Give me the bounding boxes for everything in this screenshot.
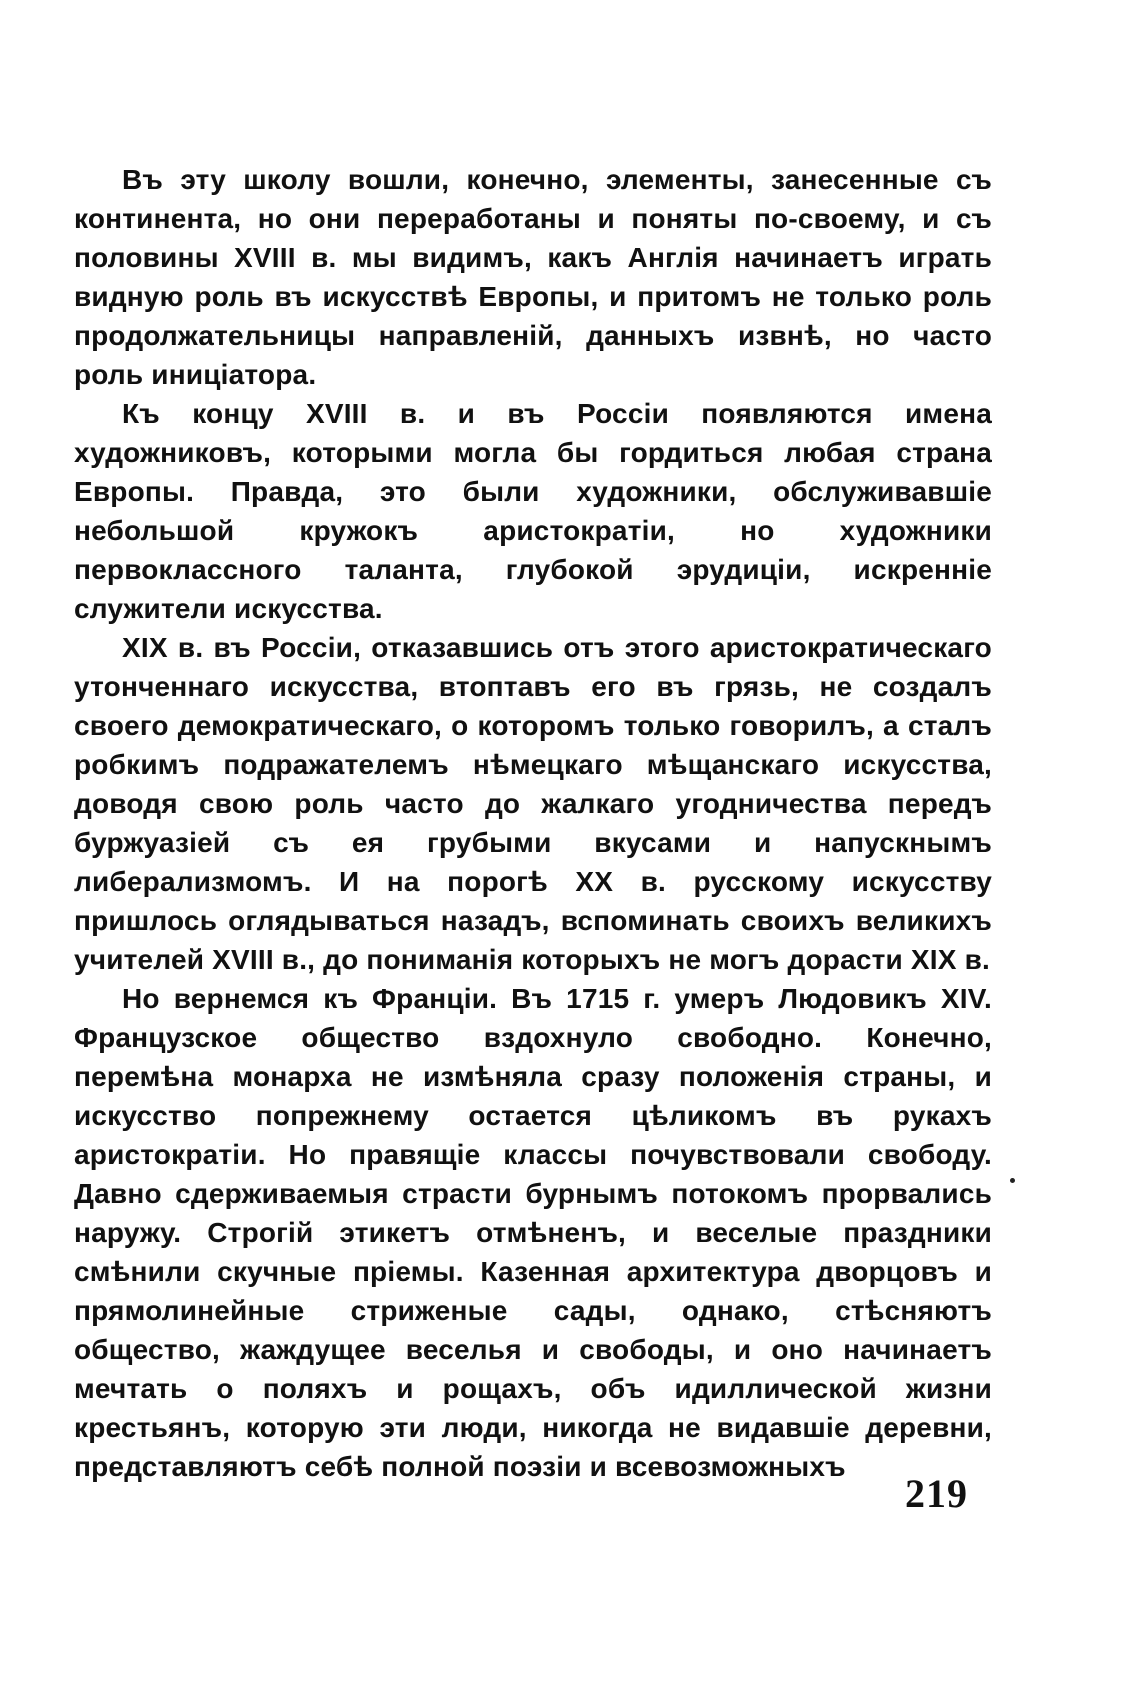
paragraph-4: Но вернемся къ Франціи. Въ 1715 г. умеръ Людовикъ XIV. Французское общество вздохнуло свободно. Конечно, перемѣна монарха не измѣняла сразу положенія страны, и искусство попрежнему остается цѣликомъ въ рукахъ аристократіи. Но правящіе классы почувствовали свободу. Давно сдерживаемыя страсти бурнымъ потокомъ прорвались наружу. Строгій этикетъ отмѣненъ, и веселые праздники смѣнили скучные пріемы. Казенная архитектура дворцовъ и прямолинейные стриженые сады, однако, стѣсняютъ общество, жаждущее веселья и свободы, и оно начинаетъ мечтать о поляхъ и рощахъ, объ идиллической жизни крестьянъ, которую эти люди, никогда не видавшіе деревни, представляютъ себѣ полной поэзіи и всевозможныхъ: [74, 983, 992, 1482]
page-number: 219: [905, 1471, 968, 1516]
print-speck-mark: [1010, 1178, 1015, 1183]
paragraph-3: XIX в. въ Россіи, отказавшись отъ этого аристократическаго утонченнаго искусства, втоптавъ его въ грязь, не создалъ своего демократическаго, о которомъ только говорилъ, а сталъ робкимъ подражателемъ нѣмецкаго мѣщанскаго искусства, доводя свою роль часто до жалкаго угодничества передъ буржуазіей съ ея грубыми вкусами и напускнымъ либерализмомъ. И на порогѣ XX в. русскому искусству пришлось оглядываться назадъ, вспоминать своихъ великихъ учителей XVIII в., до пониманія которыхъ не могъ дорасти XIX в.: [74, 632, 992, 975]
body-text: [74, 160, 992, 1486]
paragraph-1: Въ эту школу вошли, конечно, элементы, занесенные съ континента, но они переработаны и поняты по-своему, и съ половины XVIII в. мы видимъ, какъ Англія начинаетъ играть видную роль въ искусствѣ Европы, и притомъ не только роль продолжательницы направленій, данныхъ извнѣ, но часто роль иниціатора.: [74, 164, 992, 390]
paragraph-2: Къ концу XVIII в. и въ Россіи появляются имена художниковъ, которыми могла бы гордиться любая страна Европы. Правда, это были художники, обслуживавшіе небольшой кружокъ аристократіи, но художники первоклассного таланта, глубокой эрудиціи, искренніе служители искусства.: [74, 398, 992, 624]
